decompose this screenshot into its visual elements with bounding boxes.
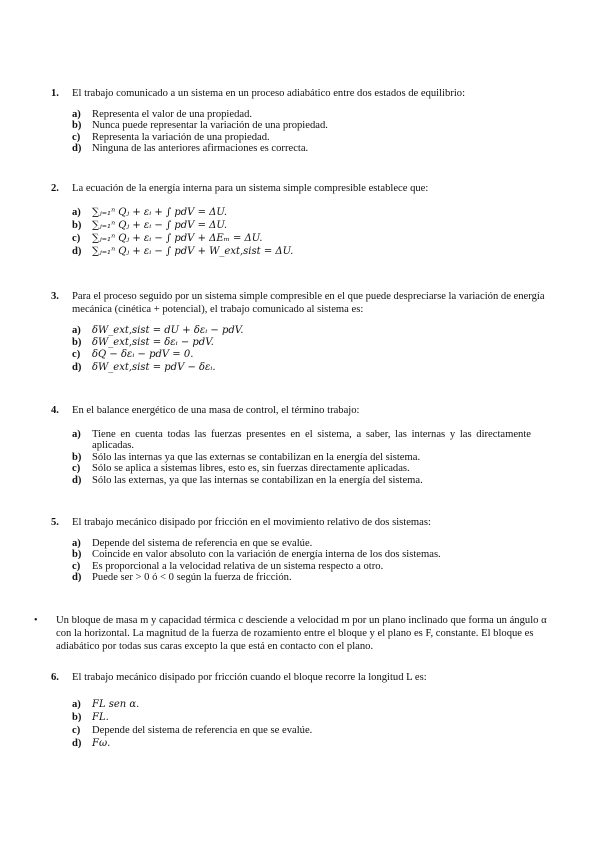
option-label: c) (72, 463, 81, 475)
option-label: a) (72, 429, 81, 440)
option-label: b) (72, 337, 82, 349)
question-number: 6. (51, 672, 59, 683)
option-c (72, 132, 551, 143)
option-label: b) (72, 549, 82, 561)
option-list (72, 429, 551, 486)
option-a (72, 429, 551, 452)
option-label: c) (72, 725, 81, 736)
option-formula: ∑ⱼ₌₁ⁿ Qⱼ + εᵢ − ∫ pdV + ΔEₘ = ΔU. (92, 233, 263, 244)
option-c (72, 349, 551, 361)
question-number: 1. (51, 88, 59, 99)
option-formula: FL sen α. (92, 699, 140, 710)
option-label: c) (72, 349, 81, 361)
option-formula: δW_ext,sist = δεᵢ − pdV. (92, 337, 214, 349)
option-label: d) (72, 474, 82, 486)
question-1 (51, 87, 551, 155)
option-d (72, 362, 551, 374)
option-text: Representa la variación de una propiedad. (92, 131, 270, 143)
option-c (72, 724, 551, 737)
option-b (72, 452, 551, 463)
question-text: En el balance energético de una masa de control, el término trabajo: (72, 405, 360, 416)
option-label: a) (72, 538, 81, 549)
option-list (72, 206, 551, 258)
option-d (72, 143, 551, 154)
option-formula: δW_ext,sist = pdV − δεᵢ. (92, 361, 216, 373)
option-label: a) (72, 325, 81, 336)
option-c (72, 561, 551, 572)
option-formula: Fω. (92, 738, 111, 749)
question-text: La ecuación de la energía interna para un sistema simple compresible establece que: (72, 183, 429, 194)
question-number: 4. (51, 405, 59, 416)
option-d (72, 572, 551, 583)
option-text: Depende del sistema de referencia en que se evalúe. (92, 538, 313, 549)
option-a (72, 109, 551, 120)
option-text: Sólo se aplica a sistemas libres, esto es, sin fuerzas directamente aplicadas. (92, 463, 410, 475)
question-4-head (51, 404, 551, 417)
question-text: El trabajo mecánico disipado por fricción cuando el bloque recorre la longitud L es: (72, 672, 427, 683)
option-list (72, 109, 551, 155)
option-c (72, 463, 551, 474)
question-3 (51, 290, 551, 374)
question-3-head (51, 290, 551, 316)
question-5 (51, 516, 551, 584)
option-text: Sólo las externas, ya que las internas se contabilizan en la energía del sistema. (92, 474, 423, 486)
option-label: b) (72, 120, 82, 132)
option-b (72, 219, 551, 232)
question-number: 3. (51, 291, 59, 302)
option-label: b) (72, 712, 82, 723)
option-label: d) (72, 143, 82, 155)
option-label: a) (72, 109, 81, 120)
option-text: Representa el valor de una propiedad. (92, 109, 253, 120)
option-label: d) (72, 361, 82, 373)
problem-statement (34, 615, 554, 653)
option-b (72, 711, 551, 724)
option-list (72, 698, 551, 750)
option-formula: ∑ⱼ₌₁ⁿ Qⱼ + εᵢ − ∫ pdV = ΔU. (92, 220, 228, 231)
option-b (72, 549, 551, 560)
option-d (72, 245, 551, 258)
option-label: c) (72, 131, 81, 143)
question-number: 2. (51, 183, 59, 194)
option-a (72, 206, 551, 219)
option-formula: ∑ⱼ₌₁ⁿ Qⱼ + εᵢ − ∫ pdV + W_ext,sist = ΔU. (92, 246, 294, 257)
option-b (72, 120, 551, 131)
option-label: b) (72, 220, 82, 231)
question-4 (51, 404, 551, 486)
question-text: El trabajo mecánico disipado por fricción en el movimiento relativo de dos sistemas: (72, 517, 431, 528)
option-text: Es proporcional a la velocidad relativa de un sistema respecto a otro. (92, 560, 384, 572)
option-text: Tiene en cuenta todas las fuerzas presentes en el sistema, a saber, las internas y las directamente aplicadas. (92, 429, 531, 452)
option-label: c) (72, 233, 81, 244)
option-label: a) (72, 699, 81, 710)
option-label: c) (72, 560, 81, 572)
option-a (72, 325, 551, 337)
option-c (72, 232, 551, 245)
question-text: Para el proceso seguido por un sistema simple compresible en el que puede despreciarse la variación de energía mecánica (cinética + potencial), el trabajo comunicado al sistema es: (72, 291, 545, 315)
option-label: a) (72, 207, 81, 218)
question-6 (51, 671, 551, 750)
option-label: d) (72, 246, 82, 257)
option-formula: FL. (92, 712, 109, 723)
option-text: Nunca puede representar la variación de una propiedad. (92, 120, 328, 132)
option-d (72, 737, 551, 750)
option-text: Depende del sistema de referencia en que se evalúe. (92, 725, 313, 736)
problem-text: Un bloque de masa m y capacidad térmica c desciende a velocidad m por un plano inclinado que forma un ángulo α con la horizontal. La magnitud de la fuerza de rozamiento entre el bloque y el plano es F, constante. El bloque es adiabático por todas sus caras excepto la que está en contacto con el plano. (56, 615, 547, 652)
option-formula: δW_ext,sist = dU + δεᵢ − pdV. (92, 325, 244, 336)
question-text: El trabajo comunicado a un sistema en un proceso adiabático entre dos estados de equilibrio: (72, 88, 466, 99)
question-2 (51, 182, 551, 258)
option-text: Sólo las internas ya que las externas se contabilizan en la energía del sistema. (92, 451, 421, 463)
option-text: Coincide en valor absoluto con la variación de energía interna de los dos sistemas. (92, 549, 441, 561)
option-b (72, 337, 551, 349)
option-formula: δQ − δεᵢ − pdV = 0. (92, 349, 194, 361)
option-label: d) (72, 572, 82, 584)
option-a (72, 698, 551, 711)
bullet-marker: • (34, 615, 38, 626)
option-d (72, 475, 551, 486)
question-6-head (51, 671, 551, 684)
option-list (72, 325, 551, 374)
option-label: b) (72, 451, 82, 463)
option-formula: ∑ⱼ₌₁ⁿ Qⱼ + εᵢ + ∫ pdV = ΔU. (92, 207, 228, 218)
option-text: Puede ser > 0 ó < 0 según la fuerza de fricción. (92, 572, 292, 584)
question-number: 5. (51, 517, 59, 528)
question-1-head (51, 87, 551, 100)
option-a (72, 538, 551, 549)
option-text: Ninguna de las anteriores afirmaciones es correcta. (92, 143, 309, 155)
option-label: d) (72, 738, 82, 749)
option-list (72, 538, 551, 584)
question-2-head (51, 182, 551, 195)
question-5-head (51, 516, 551, 529)
